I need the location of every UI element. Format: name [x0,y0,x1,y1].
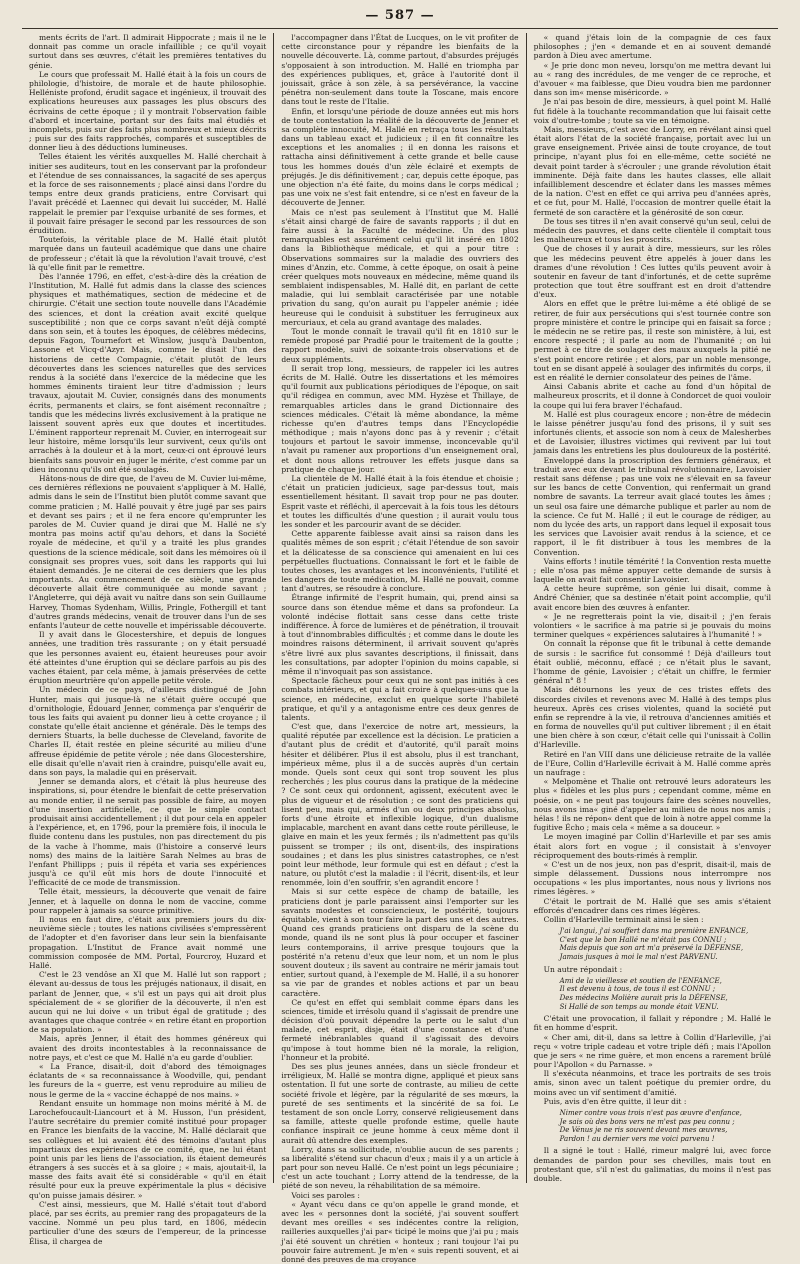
column-right [527,33,778,1183]
paragraph: Le cours que professait M. Hallé était à la fois un cours de philologie, d'histoire, de morale et de haute philosophie. Helléniste profond, érudit sagace et ingénieux, il trouvait des explications heureuses aux passages les plus obscurs des écrivains de cette époque ; il y montrait l'observation faible d'abord et incertaine, portant sur des faits mal étudiés et incomplets, puis sur des faits plus nombreux et mieux décrits ; puis sur des faits rapprochés, comparés et susceptibles de donner lieu à des déductions lumineuses. [29,69,267,153]
paragraph: Un médecin de ce pays, d'ailleurs distingué de John Hunter, mais qui jusque-là ne s'était guère occupé que d'ornithologie, Édouard Jenner, commença par s'enquérir de tous les faits qui avaient pu donner lieu à cette croyance ; il constate qu'elle était ancienne et générale. Dès le temps des derniers Stuarts, la belle duchesse de Cleveland, favorite de Charles II, était restée en pleine sécurité au milieu d'une affreuse épidémie de petite vérole ; née dans Glocestershire, elle disait qu'elle n'avait rien à craindre, puisqu'elle avait eu, dans son pays, la maladie qui en préservait. [29,685,267,777]
paragraph: « Je ne regretterais point la vie, disait-il ; j'en ferais volontiers « le sacrifice à ma patrie si je pouvais du moins terminer quelques « expériences salutaires à l'humanité ! » [533,611,771,640]
paragraph: Un autre répondait : [543,964,623,974]
poem [560,977,771,1011]
paragraph: Voici ses paroles : [291,1190,360,1200]
paragraph: Puis, avis d'en être quitte, il leur dit : [543,1096,687,1106]
paragraph: Lorry, dans sa sollicitude, n'oublie aucun de ses parents ; sa libéralité s'étend sur chacun d'eux ; mais il y a un article à part pour son neveu Hallé. Ce n'est point un legs pécuniaire ; c'est un acte touchant ; Lorry attend de la tendresse, de la piété de son neveu, la réhabilitation de sa mémoire. [281,1144,519,1191]
poem [560,1109,771,1143]
paragraph: Ainsi Cabanis abrite et cache au fond d'un hôpital de malheureux proscrits, et il donne à Condorcet de quoi vouloir la coupe qui lui fera braver l'échafaud. [533,382,771,410]
paragraph: Des ses plus jeunes années, dans un siècle frondeur et irréligieux, M. Hallé se montra digne, appliqué et pieux sans ostentation. Il fut une sorte de contraste, au milieu de cette société frivole et légère, par la régularité de ses mœurs, la pureté de ses sentiments et la sincérité de sa foi. Le testament de son oncle Lorry, conservé religieusement dans sa famille, atteste quelle profonde estime, quelle haute confiance inspirait ce jeune homme à ceux même dont il aurait dû attendre des exemples. [281,1062,519,1145]
poem-line: C'est que le bon Hallé ne m'était pas CONNU ; [559,935,727,944]
paragraph: De tous ses titres il n'en avait conservé qu'un seul, celui de médecin des pauvres, et dans cette clientèle il comptait tous les malheureux et tous les proscrits. [533,216,771,245]
paragraph: Étrange infirmité de l'esprit humain, qui, prend ainsi sa source dans son étendue même et dans sa profondeur. La volonté indécise flottait sans cesse dans cette triste indifférence. À force de lumières et de pénétration, il trouvait à tout d'innombrables difficultés ; et comme dans le doute les moindres raisons déterminent, il arrivait souvent qu'après s'être livré aux plus savantes descriptions, il finissait, dans les consultations, par adopter l'opinion du moins capable, si même il n'invoquait pas son assistance. [281,593,519,676]
poem-line: Je sais où des bons vers ne m'est pas peu connu ; [559,1117,735,1126]
poem-line: Mais depuis que son art m'a préservé la DÉFENSE, [559,944,744,953]
paragraph: Il nous en faut dire, c'était aux premiers jours du dix-neuvième siècle ; toutes les nations civilisées s'empressèrent de l'adopter et d'en favoriser dans leur sein la bienfaisante propagation. L'Institut de France avait nommé une commission composée de MM. Portal, Fourcroy, Huzard et Hallé. [29,915,267,970]
poem-line: Il est devenu à tous, de tous il est CONNU ; [559,985,716,994]
paragraph: Toutefois, la véritable place de M. Hallé était plutôt marquée dans un fauteuil académique que dans une chaire de professeur ; c'était là que la révolution l'avait trouvé, c'est là qu'elle finit par le remettre. [29,235,267,272]
paragraph: A cette heure suprême, son génie lui disait, comme à André Chénier, que sa destinée n'était point accomplie, qu'il avait encore bien des œuvres à enfanter. [533,584,771,612]
poem-line: Ami de la vieillesse et soutien de l'ENFANCE, [559,976,722,985]
poem-line: Jamais jusques à moi le mal n'est PARVENU. [559,952,718,961]
paragraph: Tout le monde connaît le travail qu'il fit en 1810 sur le remède proposé par Pradié pour le traitement de la goutte ; rapport modèle, suivi de soixante-trois observations et de deux suppléments. [281,327,519,364]
paragraph: Je n'ai pas besoin de dire, messieurs, à quel point M. Hallé fut fidèle à la touchante recommandation que lui faisait cette voix d'outre-tombe ; toute sa vie en témoigne. [533,97,771,125]
paragraph: « Cher ami, dit-il, dans sa lettre à Collin d'Harleville, j'ai reçu « votre triple cadeau et votre triple défi ; mais l'Apollon que je sers « ne rime guère, et mon encens a rarement brûlé pour l'Apollon « du Parnasse. » [533,1032,771,1070]
paragraph: Spectacle fâcheux pour ceux qui ne sont pas initiés à ces combats intérieurs, et qui a fait croire à quelques-uns que la science, en médecine, exclut en quelque sorte l'habileté pratique, et qu'il y a antagonisme entre ces deux genres de talents. [281,676,519,722]
paragraph: On connaît la réponse que fit le tribunal à cette demande de sursis : le sacrifice fut consommé ! Déjà d'ailleurs tout était oublié, méconnu, effacé ; ce n'était plus le savant, l'homme de génie, Lavoisier ; c'était un chiffre, le fermier général n° 8 ! [533,639,771,686]
poem-line: Des médecins Molière aurait pris la DÉFENSE, [559,993,728,1002]
paragraph: C'est le 23 vendôse an XI que M. Hallé lut son rapport ; élevant au-dessus de tous les préjugés nationaux, il disait, en parlant de Jenner, que, « s'il est un pays qui ait droit plus spécialement de « se glorifier de la découverte, il n'en est aucun qui ne lui doive « un tribut égal de gratitude ; des avantages que chaque contrée « en retire étant en proportion de sa population. » [29,970,267,1035]
paragraph: Mais, après Jenner, il était des hommes généreux qui avaient des droits incontestables à la reconnaissance de notre pays, et c'est ce que M. Hallé n'a eu garde d'oublier. [29,1034,267,1062]
paragraph: Que de choses il y aurait à dire, messieurs, sur les rôles que les médecins peuvent être appelés à jouer dans les drames d'une révolution ! Ces luttes qu'ils peuvent avoir à soutenir en faveur de tant d'infortunés, et de cette suprême protection que tout être souffrant est en droit d'attendre d'eux. [533,244,771,300]
paragraph: Il y avait dans le Glocestershire, et depuis de longues années, une tradition très rassurante ; on y était persuadé que les personnes avaient eu, étaient heureuses pour avoir été atteintes d'une éruption qui se déclare parfois au pis des vaches étaient, par cela même, à jamais préservées de cette éruption meurtrière qu'on appelle petite vérole. [29,630,267,686]
paragraph: « La France, disait-il, doit d'abord des témoignages éclatants de « sa reconnaissance à Woodville, qui, pendant les fureurs de la « guerre, est venu reproduire au milieu de nous le germe de la « vaccine échappé de nos mains. » [29,1062,267,1099]
paragraph: La clientèle de M. Hallé était à la fois étendue et choisie ; c'était un praticien judicieux, sage par-dessus tout, mais essentiellement hésitant. Il savait trop pour ne pas douter. Esprit vaste et réfléchi, il apercevait à la fois tous les détours et toutes les difficultés d'une question ; il aurait voulu tous les sonder et les parcourir avant de se décider. [281,474,519,529]
paragraph: Telle était, messieurs, la découverte que venait de faire Jenner, et à laquelle on donna le nom de vaccine, comme pour rappeler à jamais sa source primitive. [29,887,267,915]
paragraph: Mais détournons les yeux de ces tristes effets des discordes civiles et revenons avec M. Hallé à des temps plus heureux. Après ces crises violentes, quand la société put enfin se reprendre à la vie, il retrouva d'anciennes amitiés et en forma de nouvelles qu'il put cultiver librement ; il en était une bien chère à son cœur, c'était celle qui l'unissait à Collin d'Harleville. [533,685,771,750]
poem-line: Nimer contre vous trois n'est pas œuvre d'enfance, [559,1109,742,1117]
paragraph: C'est que, dans l'exercice de notre art, messieurs, la qualité réputée par excellence est la décision. Le praticien a d'autant plus de crédit et d'autorité, qu'il paraît moins hésiter et délibérer. Plus il est absolu, plus il est tranchant, impérieux même, plus il a de succès auprès d'un certain monde. Quels sont ceux qui sont trop souvent les plus recherchés ; les plus courus dans la pratique de la médecine ? Ce sont ceux qui ordonnent, agissent, exécutent avec le plus de vigueur et de résolution ; ce sont des praticiens qui lisent peu, mais qui, armés d'un ou deux principes absolus, forts d'une étroite et inflexible logique, d'un dualisme implacable, marchent en avant dans cette route périlleuse, le glaive en main et les yeux fermés ; ils n'admettent pas qu'ils puissent se tromper ; ils ont, disent-ils, des inspirations soudaines ; et dans les plus sinistres catastrophes, ce n'est point leur méthode, leur formule qui est en défaut ; c'est la nature, ou plutôt c'est la maladie : il l'écrit, disent-ils, et leur renommée, loin d'en souffrir, s'en agrandit encore ! [281,722,519,888]
paragraph: Vains efforts ! inutile témérité ! la Convention resta muette ; elle n'osa pas même appuyer cette demande de sursis à laquelle on avait fait consentir Lavoisier. [533,556,771,585]
paragraph: Collin d'Harleville terminait ainsi le sien : [543,915,704,924]
paragraph: Mais, messieurs, c'est avec de Lorry, en révélant ainsi quel était alors l'état de la société française, portait avec lui un grave enseignement. Privée ainsi de toute croyance, de tout principe, n'ayant plus foi en elle-même, cette société ne devait point tarder à s'écrouler ; une grande révolution était imminente. Déjà faite dans les hautes classes, elle allait infailliblement descendre et éclater dans les masses mêmes de la nation. C'est en effet ce qui arriva peu d'années après, et ce fut, pour M. Hallé, l'occasion de montrer quelle était la fermeté de son caractère et la générosité de son cœur. [533,124,771,217]
paragraph: Il a signé le tout : Hallé, rimeur malgré lui, avec force demandes de pardon pour ses chevilles, mais tout en protestant que, s'il n'est du galimatias, du moins il n'est pas double. [533,1146,771,1183]
text-columns [22,33,778,1264]
paragraph: Enfin, et lorsqu'une période de douze années eut mis hors de toute contestation la réalité de la découverte de Jenner et sa complète innocuité, M. Hallé en retraça tous les résultats dans un tableau exact et judicieux ; il en fit connaître les exceptions et les anomalies ; il en donna les raisons et rattacha ainsi définitivement à cette grande et belle cause tous les hommes doués d'un zèle éclairé et exempts de préjugés. Je dis définitivement ; car, depuis cette époque, pas une objection n'a été faite, du moins dans le corps médical ; pas une voix ne s'est fait entendre, si ce n'est en faveur de la découverte de Jenner. [281,106,519,208]
paragraph: Cette apparente faiblesse avait ainsi sa raison dans les qualités mêmes de son esprit ; c'était l'étendue de son savoir et la délicatesse de sa conscience qui amenaient en lui ces perpétuelles fluctuations. Connaissant le fort et le faible de toutes choses, les avantages et les inconvénients, l'utilité et les dangers de toute médication, M. Hallé ne pouvait, comme tant d'autres, se résoudre à conclure. [281,529,519,594]
column-left [22,33,273,1246]
poem [560,927,771,961]
paragraph: Il s'exécuta néanmoins, et trace les portraits de ses trois amis, sinon avec un talent poétique du premier ordre, du moins avec un vif sentiment d'amitié. [533,1069,771,1097]
poem-line: De Vénus je ne ris souvent devant mes œuvres, [559,1126,728,1135]
paragraph: C'est ainsi, messieurs, que M. Hallé s'était tout d'abord placé, par ses écrits, au premier rang des propagateurs de la vaccine. Nommé un peu plus tard, en 1806, médecin particulier d'une des sœurs de l'empereur, de la princesse Élisa, il chargea de [29,1199,267,1246]
paragraph: « Ayant vécu dans ce qu'on appelle le grand monde, et avec les « personnes dont la société, j'ai souvent souffert devant mes oreilles « ses indécentes contre la religion, railleries auxquelles j'ai par« ticipé le moins que j'ai pu ; mais j'ai été souvent un chrétien « honteux ; rani toujour l'ai pu pouvoir faire autrement. Je m'en « suis repenti souvent, et ai donné des preuves de ma croyance [281,1199,519,1264]
paragraph: C'était le portrait de M. Hallé que ses amis s'étaient efforcés d'encadrer dans ces rimes légères. [533,896,771,915]
paragraph: Enveloppé dans la proscription des fermiers généraux, et traduit avec eux devant le tribunal révolutionnaire, Lavoisier restait sans défense ; pas une voix ne s'élevait en sa faveur sur les bancs de cette Convention, qui renfermait un grand nombre de savants. La terreur avait glacé toutes les âmes ; un seul osa faire une démarche publique et parler au nom de la science. Ce fut M. Hallé ; il eut le courage de rédiger, au nom du lycée des arts, un rapport dans lequel il exposait tous les services que Lavoisier avait rendus à la science, et ce rapport, il le fit distribuer à tous les membres de la Convention. [533,455,771,557]
paragraph: ments écrits de l'art. Il admirait Hippocrate ; mais il ne le donnait pas comme un oracle infaillible ; ce qu'il voyait surtout dans ses œuvres, c'était les premières tentatives du génie. [29,33,267,70]
paragraph: Mais si sur cette espèce de champ de bataille, les praticiens dont je parle paraissent ainsi l'emporter sur les savants modestes et consciencieux, le postérité, toujours équitable, vient à son tour faire la part des uns et des autres. Quand ces grands praticiens ont disparu de la scène du monde, quand ils ne sont plus là pour occuper et fasciner leurs contemporains, il arrive presque toujours que la postérité n'a retenu d'eux que leur nom, et un nom le plus souvent douteux ; ils savent au contraire ne mérir jamais tout entier, surtout quand, à l'exemple de M. Hallé, il a su honorer sa vie par de grandes et nobles actions et par un beau caractère. [281,887,519,998]
poem-line: Si Hallé de son temps au monde était VENU. [559,1002,719,1011]
paragraph: Telles étaient les vérités auxquelles M. Hallé cherchait à initier ses auditeurs, tout en les conservant par la profondeur et l'étendue de ses connaissances, la sagacité de ses aperçus et la force de ses raisonnements ; placé ainsi dans l'ordre du temps entre deux grands praticiens, entre Corvisart qui l'avait précédé et Laennec qui devait lui succéder, M. Hallé rappelait le premier par l'exquise urbanité de ses formes, et il pouvait faire présager le second par les ressources de son érudition. [29,152,267,235]
paragraph: l'accompagner dans l'État de Lucques, on le vit profiter de cette circonstance pour y répandre les bienfaits de la nouvelle découverte. Là, comme partout, d'absurdes préjugés s'opposaient à son introduction. M. Hallé en triompha par des expériences publiques, et, grâce à l'autorité dont il jouissait, grâce à son zèle, à sa persévérance, la vaccine pénétra non-seulement dans toute la Toscane, mais encore dans tout le reste de l'Italie. [281,33,519,107]
paragraph: Le moyen imaginé par Collin d'Harleville et par ses amis était alors fort en vogue ; il consistait à s'envoyer réciproquement des bouts-rimés à remplir. [533,832,771,860]
paragraph: Hâtons-nous de dire que, de l'aveu de M. Cuvier lui-même, ces dernières réflexions ne pouvaient s'appliquer à M. Hallé, admis dans le sein de l'Institut bien plutôt comme savant que comme praticien ; M. Hallé pouvait y être jugé par ses pairs et devant ses pairs ; et il ne fera encore qu'emprunter les paroles de M. Cuvier quand je dirai que M. Hallé ne s'y montra pas moins actif qu'au dehors, et dans la Société royale de médecine, et qu'il y a traité les plus grandes questions de la science médicale, soit dans les mémoires où il consignait ses propres vues, soit dans les rapports qui lui étaient demandés. Je ne citerai de ces derniers que les plus importants. Au commencement de ce siècle, une grande découverte allait être communiquée au monde savant ; l'Angleterre, qui déjà avait vu naître dans son sein Guillaume Harvey, Thomas Sydenham, Willis, Pringle, Fothergill et tant d'autres grands médecins, venait de trouver dans l'un de ses enfants l'auteur de cette nouvelle et impérissable découverte. [29,474,267,630]
paragraph: Jenner se demanda alors, et c'était là plus heureuse des inspirations, si, pour étendre le bienfait de cette préservation au monde entier, il ne serait pas possible de faire, au moyen d'une insertion artificielle, ce que le simple contact produisait ainsi accidentellement ; il dut pour cela en appeler à l'expérience, et, en 1796, pour la première fois, il inocula le fluide contenu dans les pustules, non pas directement du pis de la vache à l'homme, mais (l'histoire a conservé leurs noms) des mains de la laitière Sarah Nelmes au bras de l'enfant Phillipps ; puis il répéta et varia ses expériences jusqu'à ce qu'il eût mis hors de doute l'innocuité et l'efficacité de ce mode de transmission. [29,777,267,888]
paragraph: « Je prie donc mon neveu, lorsqu'on me mettra devant lui au « rang des incrédules, de me venger de ce reproche, et d'avouer « ma faiblesse, que Dieu voudra bien me pardonner dans son im« mense miséricorde. » [533,60,771,98]
paragraph: Ce qu'est en effet qui semblait comme épars dans les sciences, timide et irrésolu quand il s'agissait de prendre une décision d'où pouvait dépendre la perte ou le salut d'un malade, cet esprit, disje, était d'une constance et d'une fermeté inébranlables quand il s'agissait des devoirs qu'impose à tout homme bien né la morale, la religion, l'honneur et la probité. [281,997,519,1062]
poem-line: Pardon ! au dernier vers me voici parvenu ! [559,1134,715,1143]
paragraph: « quand j'étais loin de la compagnie de ces faux philosophes ; j'en « demande et en ai souvent demandé pardon à Dieu avec amertume. [533,33,771,61]
paragraph: M. Hallé est plus courageux encore ; non-être de médecin le laisse pénétrer jusqu'au fond des prisons, il y suit ses infortunés clients, et associe son nom à ceux de Malesherbes et de Lavoisier, illustres victimes qui revivent par lui tout jamais dans les entretiens les plus douloureux de la postérité. [533,409,771,456]
paragraph: Dès l'année 1796, en effet, c'est-à-dire dès la création de l'Institution, M. Hallé fut admis dans la classe des sciences physiques et mathématiques, section de médecine et de chirurgie. C'était une section toute nouvelle dans l'Académie des sciences, et dont la création avait excité quelque susceptibilité ; non que ce corps savant n'eût déjà compté dans son sein, et à toutes les époques, de célèbres médecins, depuis Fagon, Tournefort et Winslow, jusqu'à Daubenton, Lassone et Vicq-d'Azyr. Mais, comme le disait l'un des historiens de cette Compagnie, c'était plutôt de leurs découvertes dans les sciences naturelles que des services rendus à la société dans l'exercice de la médecine que les hommes éminents tiraient leur titre d'admission ; leurs travaux, ajoutait M. Cuvier, consignés dans des monuments écrits, permanents et clairs, se font aisément reconnaître ; tandis que les médecins livrés exclusivement à la pratique ne laissent souvent après eux que doutes et incertitudes. L'éminent rapporteur reprenait M. Cuvier, en interrogeait sur leur histoire, même lorsqu'ils leur survivent, ceux qu'ils ont arrachés à la douleur et à la mort, ceux-ci ont éprouvé leurs bienfaits sans pouvoir en juger le mérite, c'est comme par un dieu inconnu qu'ils ont été soulagés. [29,271,267,474]
page-number: — 587 — [365,8,435,23]
page-header [22,6,778,29]
paragraph: Retiré en l'an VIII dans une délicieuse retraite de la vallée de l'Eure, Collin d'Harleville écrivait à M. Hallé comme après un naufrage : [533,749,771,777]
paragraph: Mais ce n'est pas seulement à l'Institut que M. Hallé s'était ainsi chargé de faire de savants rapports ; il dut en faire aussi à la Faculté de médecine. Un des plus remarquables est assurément celui qu'il lit inséré en 1802 dans la Bibliothèque médicale, et qui a pour titre : Observations sommaires sur la maladie des ouvriers des mines d'Anzin, etc. Comme, à cette époque, on osait à peine créer quelques mots nouveaux en médecine, même quand ils semblaient indispensables, M. Hallé dit, en parlant de cette maladie, qui lui semblait caractérisée par une notable privation du sang, qu'on aurait pu l'appeler anémie ; idée heureuse qui le conduisit à substituer les ferrugineux aux mercuriaux, et cela au grand avantage des malades. [281,207,519,327]
paragraph: Il serait trop long, messieurs, de rappeler ici les autres écrits de M. Hallé. Outre les dissertations et les mémoires qu'il fournit aux publications périodiques de l'époque, on sait qu'il rédigea en commun, avec MM. Hyzèse et Thillaye, de remarquables articles dans le grand Dictionnaire des sciences médicales. C'était là même abondance, la même richesse qu'en d'autres temps dans l'Encyclopédie méthodique ; mais n'ayons donc pas à y revenir ; c'était toujours et partout le savoir immense, inconcevable qu'il n'avait pu ramener aux proportions d'un enseignement oral, et dont nous allons retrouver les effets jusque dans sa pratique de chaque jour. [281,363,519,474]
paragraph: Alors en effet que le prêtre lui-même a été obligé de se retirer, de fuir aux persécutions qui s'est tournée contre son propre ministère et contre le principe qui en faisait sa force ; le médecin ne se retire pas, il reste son ministère, à lui, est encore respecté ; il parle au nom de l'humanité ; on lui permet à ce titre de soulager des maux auxquels la pitié ne s'est point encore retirée ; et alors, par un noble mensonge, tout en se disant appelé à soulager des infirmités du corps, il est en réalité le dernier consolateur des peines de l'âme. [533,299,771,382]
paragraph: C'était une provocation, il fallait y répondre ; M. Hallé le fit en homme d'esprit. [533,1014,771,1033]
column-middle [274,33,525,1264]
paragraph: Rendant ensuite un hommage non moins mérité à M. de Larochefoucault-Liancourt et à M. Husson, l'un président, l'autre secrétaire du premier comité institué pour propager en France les bienfaits de la vaccine, M. Hallé déclarait que ses collègues et lui avaient été des témoins d'autant plus impartiaux des expériences de ce comité, que, ne lui étant point unis par les liens de l'association, ils étaient demeurés étrangers à ses succès et à sa gloire ; « mais, ajoutait-il, la masse des faits avait été si considérable « qu'il en était résulté pour eux la preuve expérimentale la plus « décisive qu'on puisse jamais désirer. » [29,1098,267,1200]
poem-line: J'ai langui, j'ai souffert dans ma première ENFANCE, [559,927,749,936]
paragraph: « C'est un de nos jeux, non pas d'esprit, disait-il, mais de simple délassement. Dussions nous interrompre nos occupations « les plus importantes, nous nous y livrions nos rimes légères. » [533,859,771,897]
paragraph: « Melpomène et Thalie ont retrouvé leurs adorateurs les plus « fidèles et les plus purs ; cependant comme, même en poésie, on « ne peut pas toujours faire des scènes nouvelles, nous avons ima« giné d'appeler au milieu de nous nos amis ; hélas ! ils ne répon« dent que de loin à notre appel comme la fugitive Écho ; mais cela « même a sa douceur. » [533,777,771,833]
